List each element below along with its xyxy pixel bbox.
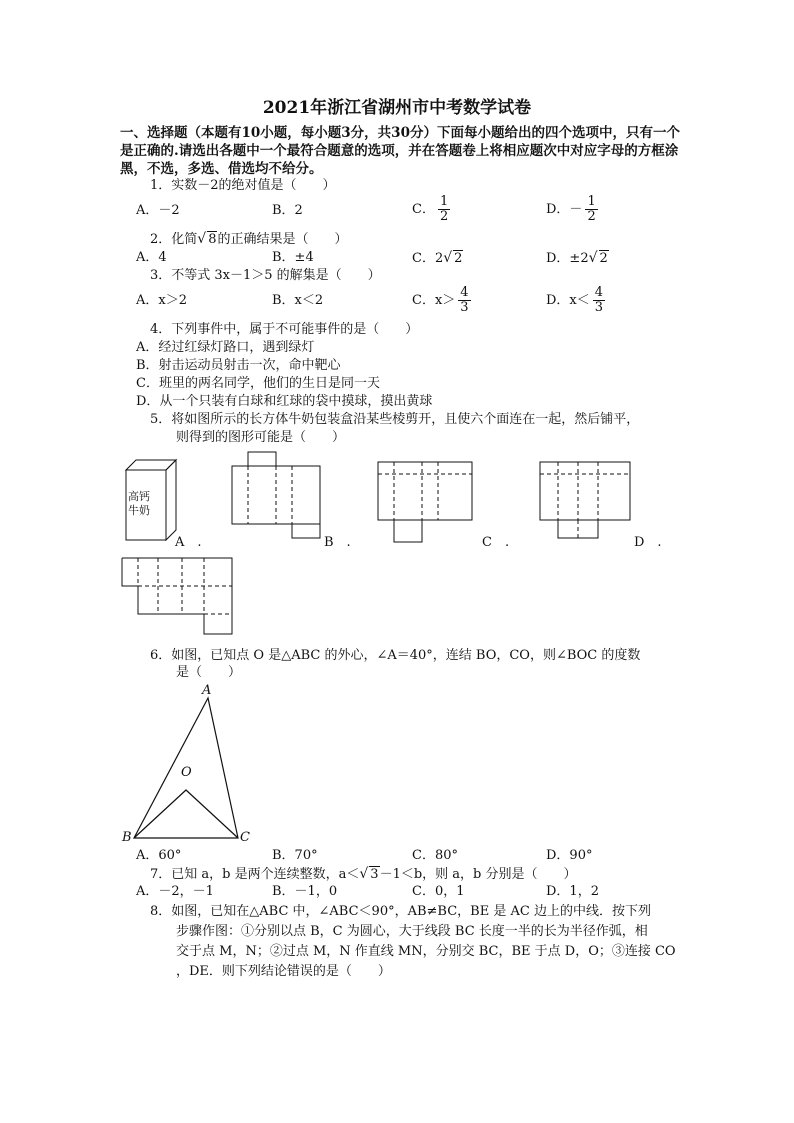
question-7-stem: 7．已知 a，b 是两个连续整数，a＜√ 3－1＜b，则 a，b 分别是（ ） [150,866,577,882]
q4-option-d: D．从一个只装有白球和红球的袋中摸球，摸出黄球 [136,394,433,409]
q6-option-d: D．90° [546,848,593,863]
q5-option-a: A . [175,535,202,550]
q1-option-b: B．2 [272,203,303,218]
q6-option-c: C．80° [412,848,458,863]
q5-option-d: D . [634,535,662,550]
question-8-line4: ，DE．则下列结论错误的是（ ） [176,964,391,979]
q1-option-a: A．－2 [136,203,180,218]
q5-net-b [378,462,474,544]
question-4-stem: 4．下列事件中，属于不可能事件的是（ ） [150,322,419,337]
q3-option-c: C．x＞ $\frac{4}{3}$ [412,285,469,315]
question-8-line2: 步骤作图：①分别以点 B，C 为圆心，大于线段 BC 长度一半的长为半径作弧，相 [176,924,648,939]
question-2-stem: 2．化简√ 8的正确结果是（ ） [150,231,348,247]
q4-option-a: A．经过红绿灯路口，遇到绿灯 [136,340,315,355]
q5-option-b: B . [324,535,351,550]
q7-option-a: A．－2，－1 [136,884,214,899]
question-1-stem: 1．实数－2的绝对值是（ ） [150,178,336,193]
q5-option-c: C . [482,535,510,550]
question-5-stem: 5．将如图所示的长方体牛奶包装盒沿某些棱剪开，且使六个面连在一起，然后铺平， [150,412,640,427]
question-6-stem-cont: 是（ ） [176,665,242,680]
question-6-stem: 6．如图，已知点 O 是△ABC 的外心，∠A＝40°，连结 BO，CO，则∠BOC 的度数 [150,648,641,663]
page-title: 2021年浙江省湖州市中考数学试卷 [262,98,532,118]
q7-option-b: B．－1，0 [272,884,338,899]
q6-point-o: O [181,765,192,780]
q3-option-a: A．x＞2 [136,293,187,308]
q6-point-b: B [122,830,132,845]
question-5-stem-cont: 则得到的图形可能是（ ） [176,430,346,445]
question-3-stem: 3．不等式 3x－1＞5 的解集是（ ） [150,268,381,283]
q2-option-c: C．2√ 2 [412,250,463,266]
q3-option-d: D．x＜ $\frac{4}{3}$ [546,285,604,315]
q6-triangle-figure [122,682,262,846]
q5-net-c [540,462,632,542]
question-8-line1: 8．如图，已知在△ABC 中，∠ABC＜90°，AB≠BC，BE 是 AC 边上的中线．按下列 [150,904,651,919]
q2-option-b: B．±4 [272,250,314,265]
q4-option-b: B．射击运动员射击一次，命中靶心 [136,358,341,373]
q7-option-c: C．0，1 [412,884,465,899]
q5-net-a [232,452,322,538]
question-8-line3: 交于点 M，N；②过点 M，N 作直线 MN，分别交 BC，BE 于点 D，O；③连接 CO [176,944,676,959]
q5-net-d [122,556,234,636]
q2-option-d: D．±2√ 2 [546,250,608,266]
section-instructions: 一、选择题（本题有10小题，每小题3分，共30分）下面每小题给出的四个选项中，只有一个是正确的.请选出各题中一个最符合题意的选项，并在答题卷上将相应题次中对应字母的方框涂黑，不选，多选、借选均不给分。 [120,125,680,177]
q1-option-c: C． $\frac{1}{2}$ [412,194,449,224]
milk-box-label: 高钙 牛奶 [128,490,150,517]
q6-point-c: C [240,830,250,845]
q2-option-a: A．4 [136,250,167,265]
q7-option-d: D．1，2 [546,884,599,899]
q6-option-a: A．60° [136,848,182,863]
q1-option-d: D．－ $\frac{1}{2}$ [546,194,596,224]
q6-point-a: A [202,683,212,698]
q3-option-b: B．x＜2 [272,293,324,308]
q4-option-c: C．班里的两名同学，他们的生日是同一天 [136,376,380,391]
q6-option-b: B．70° [272,848,318,863]
